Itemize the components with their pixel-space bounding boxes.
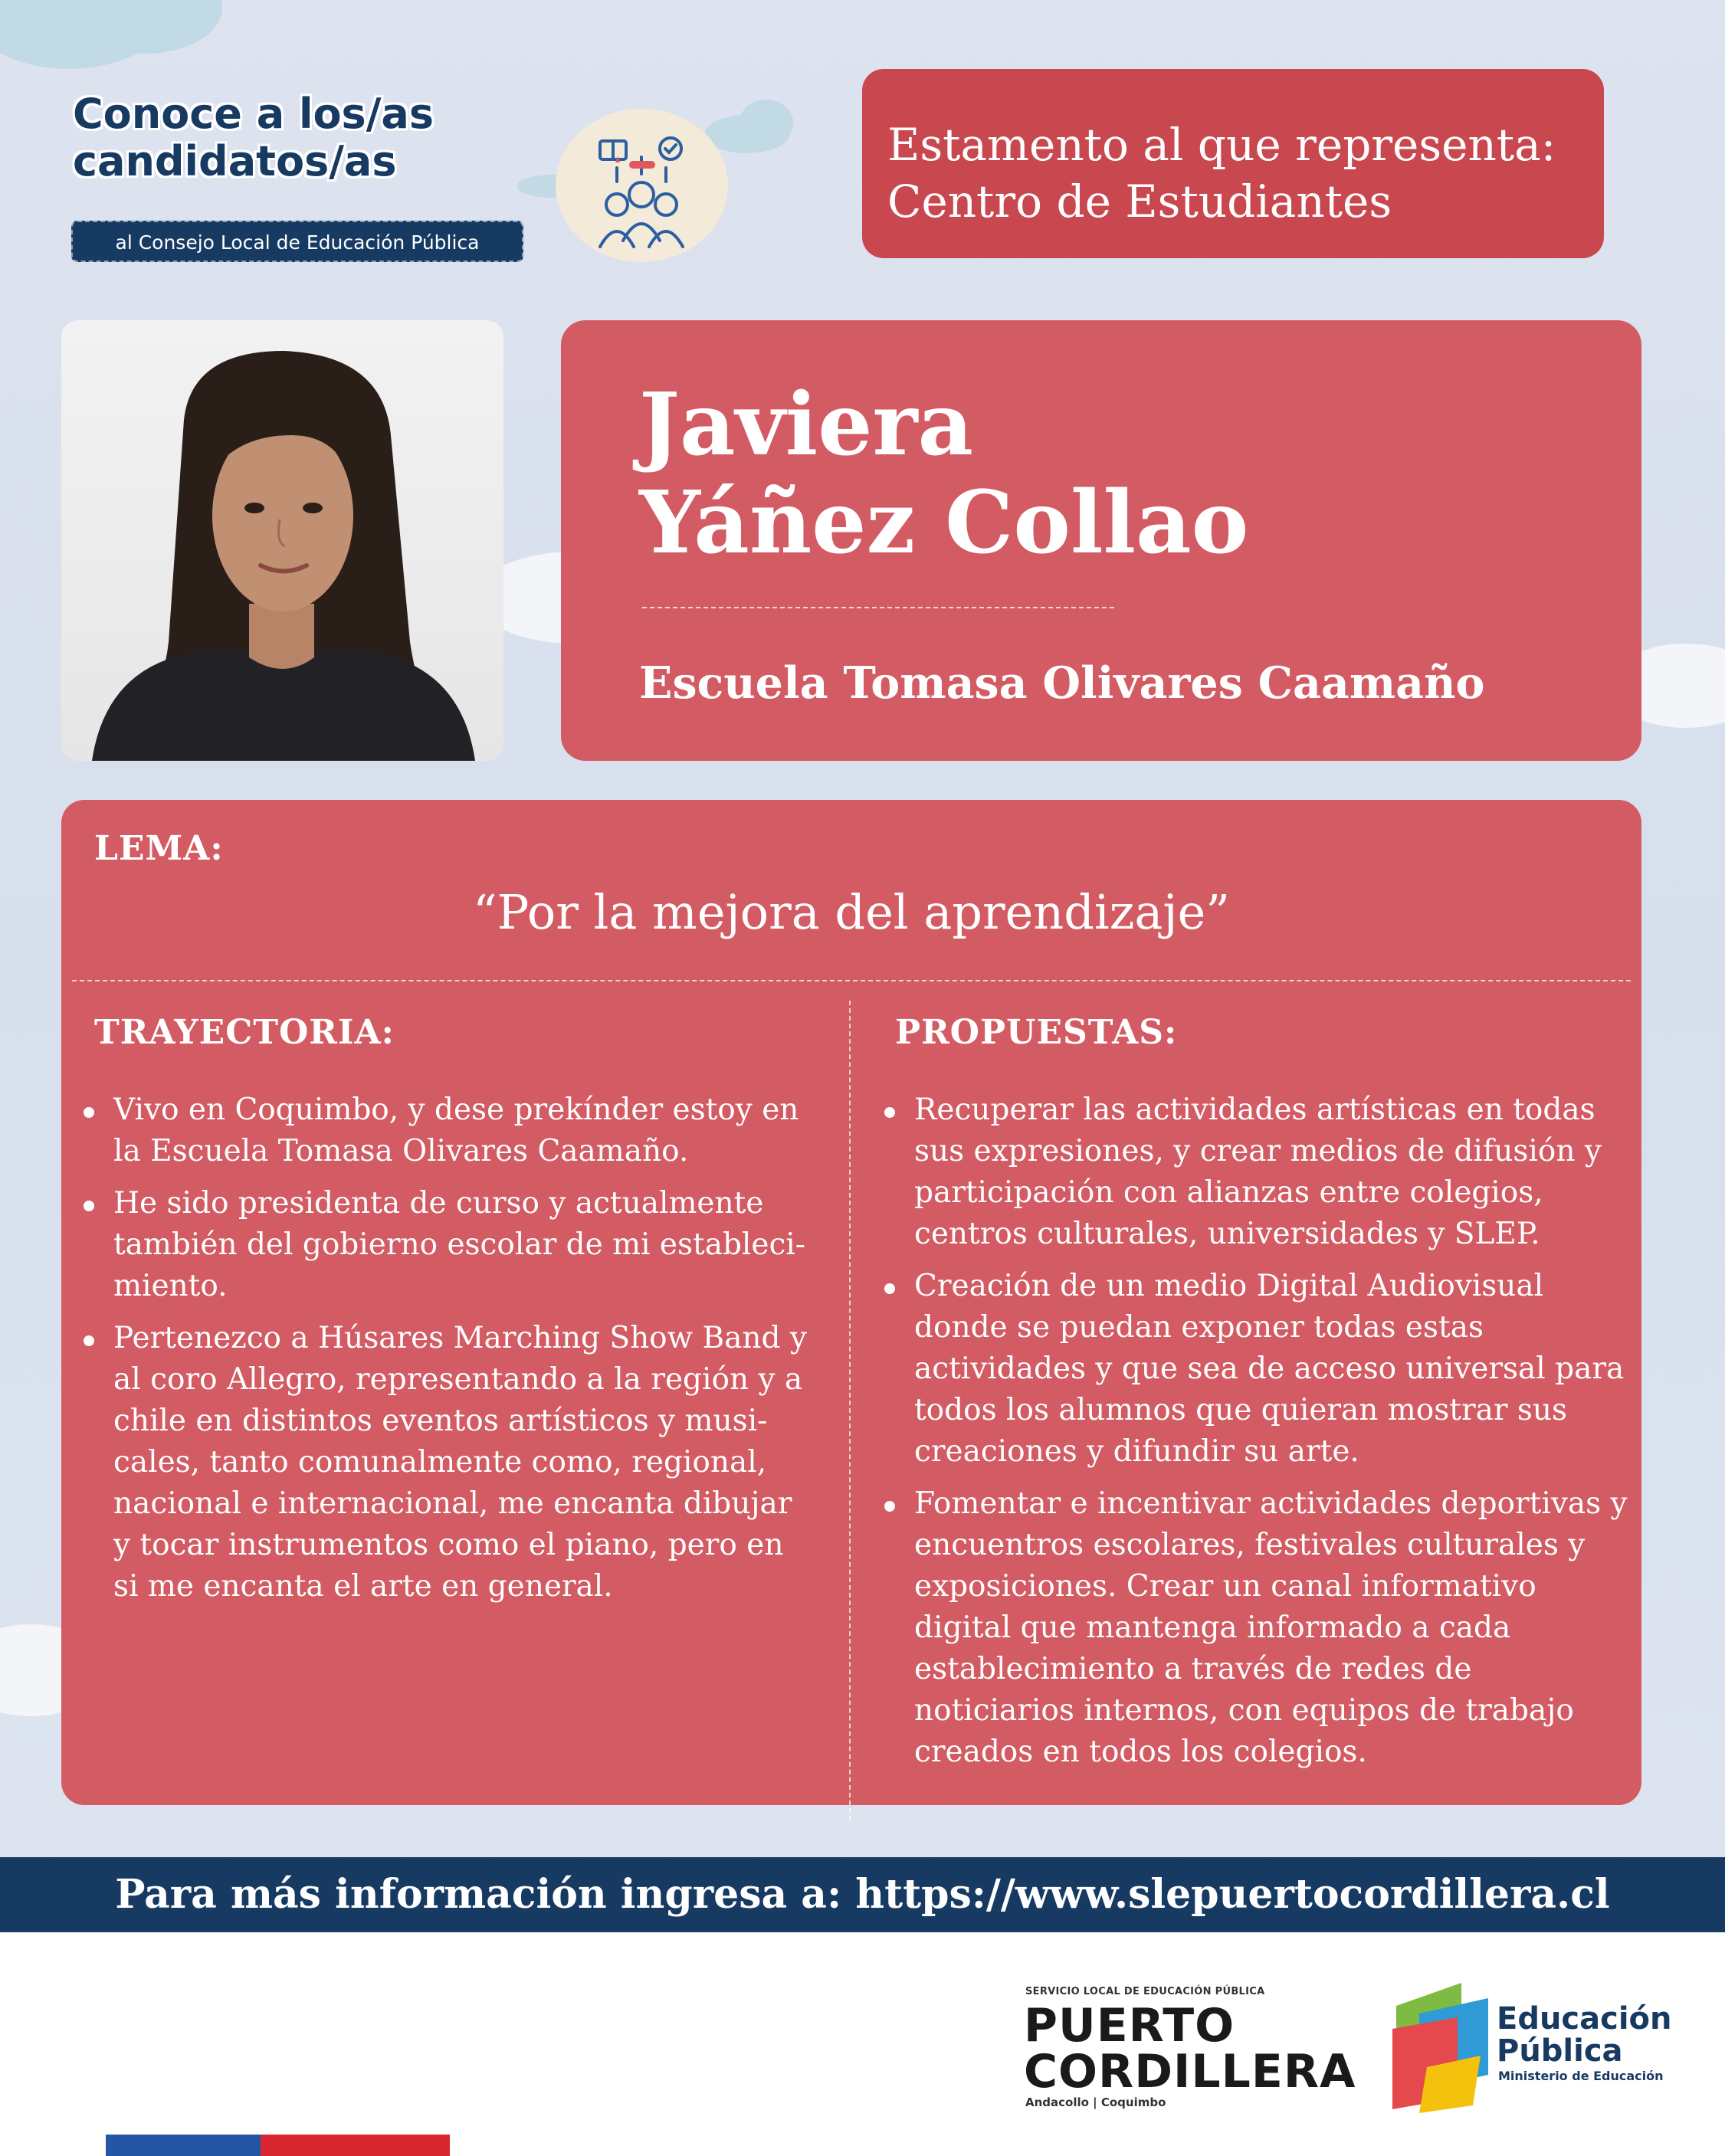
header-title-line1: Conoce a los/as: [73, 90, 434, 138]
students-raising-hands-icon: [556, 109, 728, 262]
list-item: Recuperar las actividades artísticas en todas sus expresiones, y crear medios de difusión y participación con alianzas entre colegios, centros culturales, universidades y SLEP.: [881, 1089, 1628, 1255]
candidate-card: [561, 320, 1641, 761]
list-item: Fomentar e incentivar actividades deportivas y encuentros escolares, festivales culturales y exposiciones. Crear un canal informativo digital que mantenga informado a cada establecimiento a través de redes de noticiarios internos, con equipos de trabajo creados en todos los colegios.: [881, 1483, 1628, 1773]
header-title-line2: candidatos/as: [73, 137, 397, 185]
flag-stripe-blue: [106, 2135, 261, 2156]
candidate-school: Escuela Tomasa Olivares Caamaño: [639, 657, 1485, 709]
header-title: [73, 90, 434, 185]
candidate-last-name: Yáñez Collao: [639, 473, 1249, 573]
divider: [642, 607, 1114, 608]
info-link-band[interactable]: Para más información ingresa a: https://www.slepuertocordillera.cl: [0, 1857, 1725, 1932]
ep-logo-line1: Educación: [1497, 2001, 1672, 2036]
estamento-label: Estamento al que representa:: [887, 119, 1556, 171]
list-item: Vivo en Coquimbo, y dese prekínder estoy en la Escuela Tomasa Olivares Caamaño.: [80, 1089, 815, 1172]
list-item: He sido presidenta de curso y actualmente también del gobierno escolar de mi estableci- miento.: [80, 1183, 815, 1307]
slep-small-label: SERVICIO LOCAL DE EDUCACIÓN PÚBLICA: [1025, 1986, 1265, 1997]
divider: [72, 980, 1631, 981]
lema-text: “Por la mejora del aprendizaje”: [472, 884, 1230, 940]
cloud-decoration: [740, 100, 793, 146]
slep-location: Andacollo | Coquimbo: [1025, 2095, 1166, 2109]
list-item: Creación de un medio Digital Audiovisual donde se puedan exponer todas estas actividades y que sea de acceso universal para todos los alumnos que quieran mostrar sus creaciones y difundir su arte.: [881, 1266, 1628, 1473]
trayectoria-label: TRAYECTORIA:: [94, 1013, 395, 1052]
trayectoria-list: [80, 1089, 815, 1618]
flag-stripe-red: [261, 2135, 450, 2156]
candidate-photo: [61, 320, 503, 761]
lema-label: LEMA:: [94, 829, 224, 868]
propuestas-label: PROPUESTAS:: [895, 1013, 1178, 1052]
educacion-publica-logo-icon: [1389, 1983, 1492, 2116]
propuestas-list: [881, 1089, 1628, 1784]
column-divider: [849, 1001, 851, 1820]
list-item: Pertenezco a Húsares Marching Show Band y al coro Allegro, representando a la región y a chile en distintos eventos artísticos y musi- cales, tanto comunalmente como, regional, nacional e internacional, me encanta dibujar y tocar instrumentos como el piano, pero en si me encanta el arte en general.: [80, 1318, 815, 1607]
estamento-value: Centro de Estudiantes: [887, 175, 1392, 228]
main-info-card: [61, 800, 1641, 1805]
candidate-first-name: Javiera: [639, 375, 974, 475]
ep-ministry: Ministerio de Educación: [1498, 2069, 1664, 2083]
slep-logo-line1: PUERTO: [1024, 1999, 1235, 2053]
estamento-box: [862, 69, 1604, 258]
ep-logo-line2: Pública: [1497, 2033, 1623, 2069]
slep-logo-line2: CORDILLERA: [1024, 2045, 1356, 2099]
header-subtitle: al Consejo Local de Educación Pública: [71, 221, 523, 262]
